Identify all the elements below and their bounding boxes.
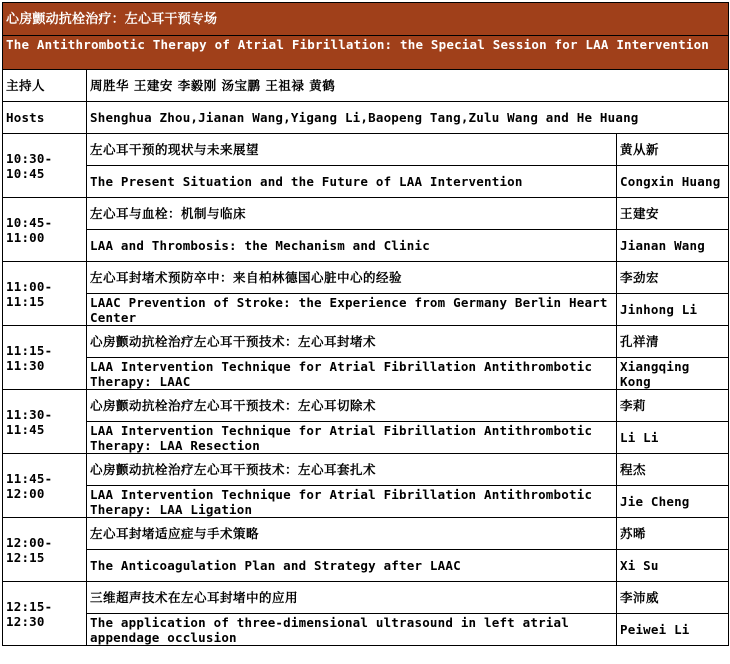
speaker-en: Jie Cheng — [617, 486, 729, 518]
topic-zh: 心房颤动抗栓治疗左心耳干预技术：左心耳封堵术 — [87, 326, 617, 358]
hosts-names-en: Shenghua Zhou,Jianan Wang,Yigang Li,Baopeng Tang,Zulu Wang and He Huang — [87, 102, 729, 134]
topic-zh: 左心耳与血栓：机制与临床 — [87, 198, 617, 230]
hosts-zh-row — [3, 70, 729, 102]
session-row-en — [3, 614, 729, 646]
session-row-en — [3, 486, 729, 518]
session-time: 11:15-11:30 — [3, 326, 87, 390]
session-time: 11:00-11:15 — [3, 262, 87, 326]
session-row-zh — [3, 518, 729, 550]
speaker-en: Jianan Wang — [617, 230, 729, 262]
topic-en: LAA Intervention Technique for Atrial Fibrillation Antithrombotic Therapy: LAA Resection — [87, 422, 617, 454]
session-row-en — [3, 550, 729, 582]
topic-zh: 心房颤动抗栓治疗左心耳干预技术：左心耳切除术 — [87, 390, 617, 422]
topic-zh: 左心耳封堵术预防卒中：来自柏林德国心脏中心的经验 — [87, 262, 617, 294]
speaker-zh: 王建安 — [617, 198, 729, 230]
speaker-zh: 李沛威 — [617, 582, 729, 614]
session-row-zh — [3, 454, 729, 486]
session-time: 12:15-12:30 — [3, 582, 87, 646]
topic-en: LAA Intervention Technique for Atrial Fibrillation Antithrombotic Therapy: LAAC — [87, 358, 617, 390]
hosts-label-zh: 主持人 — [3, 70, 87, 102]
speaker-zh: 苏晞 — [617, 518, 729, 550]
speaker-en: Congxin Huang — [617, 166, 729, 198]
topic-en: LAA and Thrombosis: the Mechanism and Clinic — [87, 230, 617, 262]
session-row-en — [3, 358, 729, 390]
session-title-en: The Antithrombotic Therapy of Atrial Fibrillation: the Special Session for LAA Intervention — [3, 36, 729, 70]
topic-en: The Anticoagulation Plan and Strategy after LAAC — [87, 550, 617, 582]
hosts-label-en: Hosts — [3, 102, 87, 134]
session-row-zh — [3, 198, 729, 230]
session-row-en — [3, 422, 729, 454]
speaker-zh: 李劲宏 — [617, 262, 729, 294]
session-subtitle-row — [3, 36, 729, 70]
topic-zh: 左心耳干预的现状与未来展望 — [87, 134, 617, 166]
speaker-en: Li Li — [617, 422, 729, 454]
session-time: 11:45-12:00 — [3, 454, 87, 518]
speaker-en: Xiangqing Kong — [617, 358, 729, 390]
topic-en: LAA Intervention Technique for Atrial Fibrillation Antithrombotic Therapy: LAA Ligation — [87, 486, 617, 518]
topic-en: The Present Situation and the Future of LAA Intervention — [87, 166, 617, 198]
session-row-zh — [3, 134, 729, 166]
schedule-table — [2, 2, 729, 646]
session-row-zh — [3, 390, 729, 422]
session-row-en — [3, 230, 729, 262]
session-title-row — [3, 3, 729, 36]
topic-en: The application of three-dimensional ultrasound in left atrial appendage occlusion — [87, 614, 617, 646]
session-row-en — [3, 166, 729, 198]
session-row-zh — [3, 582, 729, 614]
speaker-zh: 李莉 — [617, 390, 729, 422]
speaker-en: Xi Su — [617, 550, 729, 582]
session-row-zh — [3, 326, 729, 358]
session-title-zh: 心房颤动抗栓治疗：左心耳干预专场 — [3, 3, 729, 36]
session-time: 12:00-12:15 — [3, 518, 87, 582]
topic-en: LAAC Prevention of Stroke: the Experience from Germany Berlin Heart Center — [87, 294, 617, 326]
speaker-zh: 程杰 — [617, 454, 729, 486]
session-time: 11:30-11:45 — [3, 390, 87, 454]
topic-zh: 三维超声技术在左心耳封堵中的应用 — [87, 582, 617, 614]
speaker-zh: 孔祥清 — [617, 326, 729, 358]
session-time: 10:45-11:00 — [3, 198, 87, 262]
session-row-zh — [3, 262, 729, 294]
hosts-en-row — [3, 102, 729, 134]
session-time: 10:30-10:45 — [3, 134, 87, 198]
hosts-names-zh: 周胜华 王建安 李毅刚 汤宝鹏 王祖禄 黄鹤 — [87, 70, 729, 102]
speaker-en: Peiwei Li — [617, 614, 729, 646]
speaker-zh: 黄从新 — [617, 134, 729, 166]
session-row-en — [3, 294, 729, 326]
speaker-en: Jinhong Li — [617, 294, 729, 326]
topic-zh: 心房颤动抗栓治疗左心耳干预技术：左心耳套扎术 — [87, 454, 617, 486]
topic-zh: 左心耳封堵适应症与手术策略 — [87, 518, 617, 550]
